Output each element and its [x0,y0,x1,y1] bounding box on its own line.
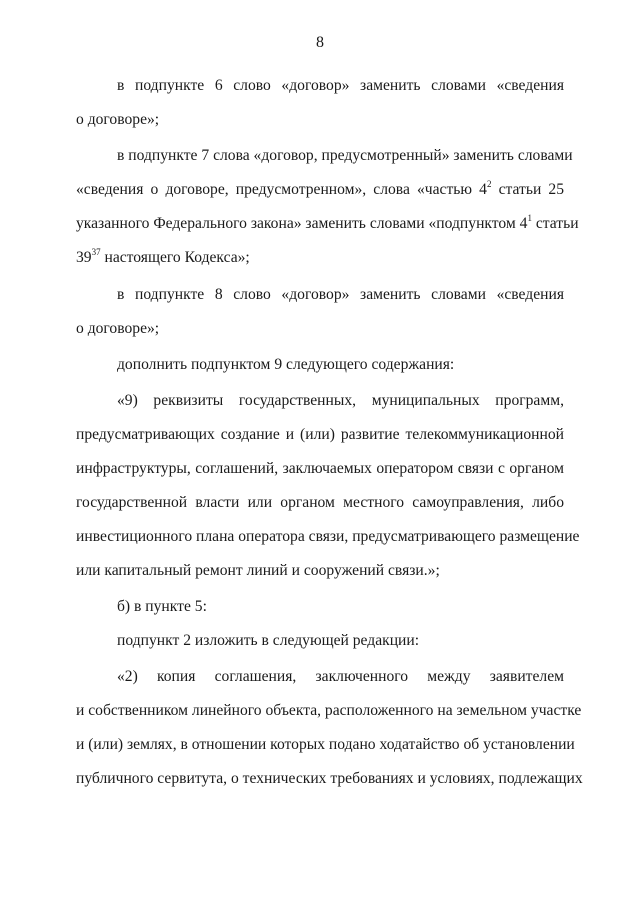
text-line [76,459,564,479]
superscript: 2 [486,178,492,189]
text-line [117,631,564,651]
text-line [76,561,564,581]
text-line [76,212,579,234]
text-line [117,597,564,617]
text-line [117,146,573,166]
text-line [76,180,564,200]
superscript: 37 [91,246,101,257]
text-line [76,425,564,445]
text-span: «сведения о договоре, предусмотренном», слова «частью 4 [76,181,487,198]
text-span: в подпункте 8 слово «договор» заменить словами «сведения [117,286,564,303]
text-span: о договоре»; [76,320,160,337]
text-line [76,701,582,721]
text-span: дополнить подпунктом 9 следующего содержания: [117,356,455,373]
text-span: «2) копия соглашения, заключенного между заявителем [117,668,564,685]
text-span: в подпункте 6 слово «договор» заменить словами «сведения [117,77,564,94]
text-span: государственной власти или органом местного самоуправления, либо [76,494,564,511]
text-span: о договоре»; [76,111,160,128]
text-line [76,319,564,339]
text-line [117,391,564,411]
text-line [76,248,564,268]
text-span: и (или) землях, в отношении которых подано ходатайство об установлении [76,736,575,753]
text-line [117,667,564,687]
text-span: статьи 25 [491,181,564,198]
text-span: статьи [531,215,579,232]
superscript: 1 [527,212,532,223]
text-line [76,735,575,755]
text-span: подпункт 2 изложить в следующей редакции: [117,632,420,649]
text-line [117,76,564,96]
text-span: и собственником линейного объекта, расположенного на земельном участке [76,702,582,719]
page-number: 8 [316,34,324,51]
text-line [117,355,564,375]
text-line [117,285,564,305]
text-span: или капитальный ремонт линий и сооружений связи.»; [76,562,440,579]
text-span: предусматривающих создание и (или) развитие телекоммуникационной [76,426,564,443]
text-line [76,769,583,789]
text-line [76,527,580,547]
text-span: «9) реквизиты государственных, муниципальных программ, [117,392,564,409]
text-span: инфраструктуры, соглашений, заключаемых оператором связи с органом [76,460,564,477]
text-span: в подпункте 7 слова «договор, предусмотренный» заменить словами [117,147,573,164]
text-line [76,493,564,513]
text-span: настоящего Кодекса»; [100,249,250,266]
text-line [76,110,564,130]
text-span: публичного сервитута, о технических требованиях и условиях, подлежащих [76,770,583,787]
text-span: инвестиционного плана оператора связи, предусматривающего размещение [76,528,580,545]
text-span: указанного Федерального закона» заменить словами «подпунктом 4 [76,215,528,232]
text-span: 39 [76,249,92,266]
text-span: б) в пункте 5: [117,598,207,615]
